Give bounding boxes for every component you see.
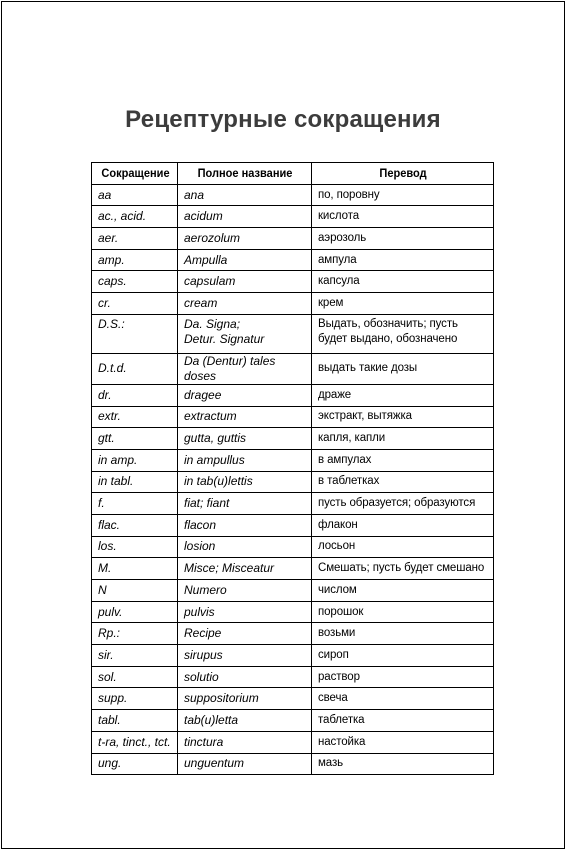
abbreviation-cell: t-ra, tinct., tct. xyxy=(92,731,178,753)
table-row xyxy=(92,623,494,645)
full-name-cell: Ampulla xyxy=(178,249,312,271)
full-name-cell: losion xyxy=(178,536,312,558)
translation-cell: капсула xyxy=(312,271,494,293)
column-header-translation: Перевод xyxy=(319,163,486,185)
full-name-cell: flacon xyxy=(178,514,312,536)
abbreviation-cell: ac., acid. xyxy=(92,206,178,228)
abbreviation-cell: aer. xyxy=(92,228,178,250)
translation-cell: драже xyxy=(312,384,494,406)
table-row xyxy=(92,184,494,206)
translation-cell: числом xyxy=(312,580,494,602)
translation-cell: настойка xyxy=(312,731,494,753)
translation-cell: мазь xyxy=(312,753,494,775)
table-row xyxy=(92,710,494,732)
abbreviation-cell: extr. xyxy=(92,406,178,428)
abbreviation-cell: in amp. xyxy=(92,449,178,471)
translation-cell: пусть образуется; образуются xyxy=(312,493,494,515)
translation-cell: выдать такие дозы xyxy=(312,353,494,384)
abbreviation-cell: ung. xyxy=(92,753,178,775)
full-name-cell: ana xyxy=(178,184,312,206)
full-name-cell: in tab(u)lettis xyxy=(178,471,312,493)
full-name-cell: solutio xyxy=(178,666,312,688)
translation-cell: Выдать, обозначить; пусть будет выдано, обозначено xyxy=(312,314,494,353)
table-row xyxy=(92,558,494,580)
abbreviation-cell: amp. xyxy=(92,249,178,271)
abbreviation-cell: D.t.d. xyxy=(92,353,178,384)
table-row xyxy=(92,428,494,450)
full-name-cell: Misce; Misceatur xyxy=(178,558,312,580)
abbreviation-cell: los. xyxy=(92,536,178,558)
translation-cell: экстракт, вытяжка xyxy=(312,406,494,428)
table-row xyxy=(92,666,494,688)
full-name-cell: pulvis xyxy=(178,601,312,623)
translation-cell: порошок xyxy=(312,601,494,623)
translation-cell: раствор xyxy=(312,666,494,688)
abbreviation-cell: M. xyxy=(92,558,178,580)
table-row xyxy=(92,601,494,623)
abbreviation-cell: f. xyxy=(92,493,178,515)
table-row xyxy=(92,753,494,775)
full-name-cell: Numero xyxy=(178,580,312,602)
full-name-cell: extractum xyxy=(178,406,312,428)
table-body xyxy=(92,184,494,775)
translation-cell: свеча xyxy=(312,688,494,710)
full-name-cell: capsulam xyxy=(178,271,312,293)
table-row xyxy=(92,580,494,602)
table-row xyxy=(92,384,494,406)
abbreviation-cell: supp. xyxy=(92,688,178,710)
abbreviation-cell: flac. xyxy=(92,514,178,536)
translation-cell: капля, капли xyxy=(312,428,494,450)
table-row xyxy=(92,514,494,536)
translation-cell: Смешать; пусть будет смешано xyxy=(312,558,494,580)
table-row xyxy=(92,645,494,667)
full-name-cell: cream xyxy=(178,293,312,315)
full-name-cell: tinctura xyxy=(178,731,312,753)
full-name-cell: aerozolum xyxy=(178,228,312,250)
column-header-full-name: Полное название xyxy=(183,163,306,185)
table-row xyxy=(92,406,494,428)
abbreviation-cell: N xyxy=(92,580,178,602)
abbreviation-cell: tabl. xyxy=(92,710,178,732)
abbreviation-cell: Rp.: xyxy=(92,623,178,645)
full-name-cell: unguentum xyxy=(178,753,312,775)
table-row xyxy=(92,449,494,471)
table-header-row xyxy=(92,163,494,185)
translation-cell: сироп xyxy=(312,645,494,667)
abbreviation-cell: pulv. xyxy=(92,601,178,623)
table-row xyxy=(92,206,494,228)
table-row xyxy=(92,271,494,293)
table-row xyxy=(92,249,494,271)
translation-cell: в таблетках xyxy=(312,471,494,493)
table-row xyxy=(92,471,494,493)
abbreviation-cell: caps. xyxy=(92,271,178,293)
translation-cell: таблетка xyxy=(312,710,494,732)
abbreviation-cell: sol. xyxy=(92,666,178,688)
translation-cell: кислота xyxy=(312,206,494,228)
abbreviation-cell: dr. xyxy=(92,384,178,406)
full-name-cell: Da. Signa; Detur. Signatur xyxy=(178,314,312,353)
full-name-cell: Da (Dentur) tales doses xyxy=(178,353,312,384)
full-name-cell: acidum xyxy=(178,206,312,228)
full-name-cell: Recipe xyxy=(178,623,312,645)
table-row xyxy=(92,353,494,384)
table-row xyxy=(92,493,494,515)
page-title: Рецептурные сокращения xyxy=(125,106,441,133)
full-name-cell: sirupus xyxy=(178,645,312,667)
abbreviation-cell: in tabl. xyxy=(92,471,178,493)
abbreviation-cell: aa xyxy=(92,184,178,206)
full-name-cell: dragee xyxy=(178,384,312,406)
translation-cell: по, поровну xyxy=(312,184,494,206)
table-row xyxy=(92,228,494,250)
table-row xyxy=(92,731,494,753)
abbreviation-cell: sir. xyxy=(92,645,178,667)
abbreviation-cell: gtt. xyxy=(92,428,178,450)
full-name-cell: tab(u)letta xyxy=(178,710,312,732)
full-name-cell: suppositorium xyxy=(178,688,312,710)
translation-cell: ампула xyxy=(312,249,494,271)
translation-cell: аэрозоль xyxy=(312,228,494,250)
table-row xyxy=(92,293,494,315)
column-header-abbreviation: Сокращение xyxy=(95,163,174,185)
abbreviations-table xyxy=(91,162,494,775)
translation-cell: флакон xyxy=(312,514,494,536)
full-name-cell: gutta, guttis xyxy=(178,428,312,450)
table-row xyxy=(92,314,494,353)
full-name-cell: in ampullus xyxy=(178,449,312,471)
translation-cell: в ампулах xyxy=(312,449,494,471)
full-name-cell: fiat; fiant xyxy=(178,493,312,515)
abbreviation-cell: cr. xyxy=(92,293,178,315)
table-row xyxy=(92,536,494,558)
abbreviation-cell: D.S.: xyxy=(92,314,178,353)
translation-cell: возьми xyxy=(312,623,494,645)
table-row xyxy=(92,688,494,710)
translation-cell: лосьон xyxy=(312,536,494,558)
translation-cell: крем xyxy=(312,293,494,315)
